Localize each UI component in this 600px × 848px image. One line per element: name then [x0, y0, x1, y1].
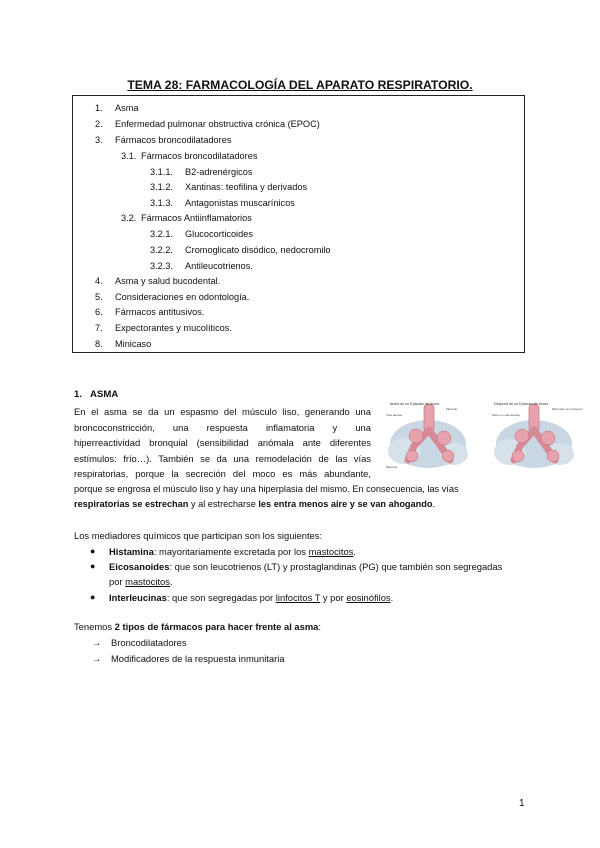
paragraph-line: porque se engrosa el músculo liso y hay una hiperplasia del mismo. En consecuencia, las vías [74, 484, 459, 494]
svg-text:Músculo: Músculo [446, 407, 458, 411]
figure-caption-before: Antes de un Episodio de Asma [390, 402, 439, 406]
asthma-figure [384, 396, 584, 474]
table-of-contents: 1. Asma 2. Enfermedad pulmonar obstructiva crónica (EPOC) 3. Fármacos broncodilatadores 3.1. Fármacos broncodilatadores 3.1.1. B2-adrenérgicos 3.1.2. Xantinas: teofilina y derivados 3.1.3. Antagonistas muscarínicos 3.2. Fármacos Antiinflamatorios 3.2.1. Glucocorticoides 3.2.2. Cromoglicato disódico, nedocromilo 3.2.3. Antileucotrienos. 4. Asma y salud bucodental. 5. Consideraciones en odontología. 6. Fármacos antitusivos. 7. Expectorantes y mucolíticos. 8. Minicaso [72, 95, 525, 353]
bullet-icon: ● [90, 561, 96, 571]
before-asthma-panel [386, 402, 468, 469]
figure-caption-after: Después de un Episodio de Asma [494, 402, 548, 406]
paragraph-line: respiratorias se estrechan y al estrecharse les entra menos aire y se van ahogando. [74, 499, 436, 509]
paragraph-line: respiratorias, porque la secreción del moco es más abundante, [74, 468, 371, 479]
section-heading: 1. ASMA [74, 389, 119, 400]
svg-text:Músculo: Músculo [386, 465, 398, 469]
arrow-right-icon: → [92, 637, 102, 648]
drug-types-intro: Tenemos 2 tipos de fármacos para hacer frente al asma: [74, 621, 322, 632]
paragraph-line: En el asma se da un espasmo del músculo liso, generando una [74, 406, 371, 417]
asthma-illustration [384, 396, 584, 474]
bullet-icon: ● [90, 592, 96, 602]
paragraph-line: hiperreactividad bronquial (sensibilidad anómala ante diferentes [74, 437, 371, 448]
mediators-intro: Los mediadores químicos que participan son los siguientes: [74, 530, 323, 541]
svg-text:Vías aéreas: Vías aéreas [386, 413, 403, 417]
page-title: TEMA 28: FARMACOLOGÍA DEL APARATO RESPIRATORIO. [127, 78, 473, 92]
svg-text:Músculos se tensionan: Músculos se tensionan [552, 407, 583, 411]
svg-text:Moco en vías aéreas: Moco en vías aéreas [492, 413, 520, 417]
bullet-icon: ● [90, 546, 96, 556]
arrow-right-icon: → [92, 653, 102, 664]
paragraph-line: estímulos: frío…). También se da una remodelación de las vías [74, 453, 371, 464]
paragraph-line: broncoconstricción, una respuesta inflamatoria y una [74, 422, 371, 433]
page-number: 1 [519, 798, 525, 809]
after-asthma-panel [492, 402, 583, 468]
